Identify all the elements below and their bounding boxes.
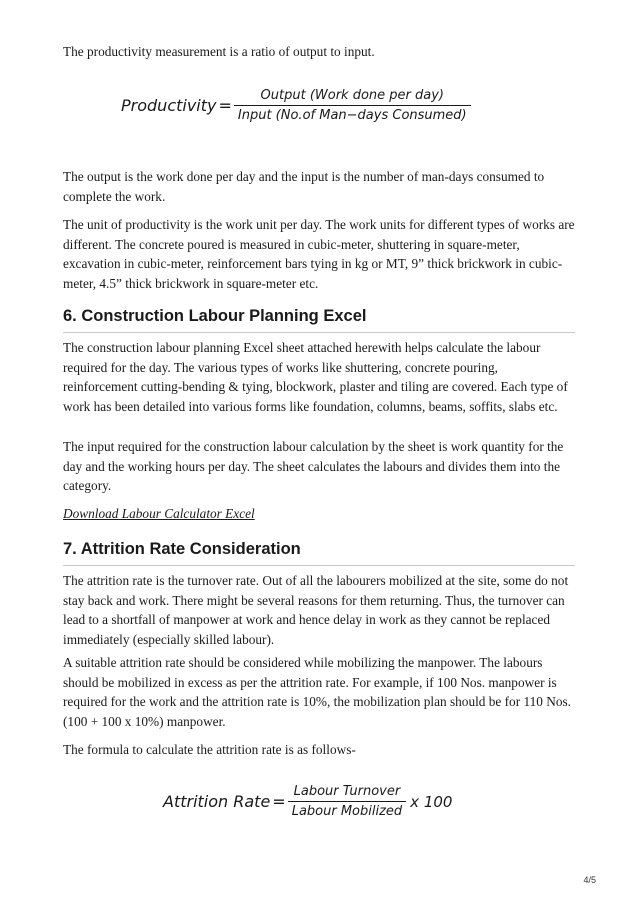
formula-fraction <box>288 784 406 819</box>
formula-denominator: Labour Mobilized <box>291 804 403 819</box>
formula-fraction <box>234 88 471 123</box>
formula-multiplier: x 100 <box>410 792 453 811</box>
section-6-paragraph-1: The construction labour planning Excel sheet attached herewith helps calculate the labour required for the day. The various types of works like shuttering, concrete pouring, reinforcement cutting-bending & tying, blockwork, plaster and tiling are covered. Each type of work has been detailed into various forms like foundation, columns, beams, soffits, slabs etc. <box>63 340 568 414</box>
section-6-paragraph-2: The input required for the construction labour calculation by the sheet is work quantity for the day and the working hours per day. The sheet calculates the labours and divides them into the category. <box>63 439 564 494</box>
intro-paragraph: The productivity measurement is a ratio of output to input. <box>63 44 375 59</box>
section-7-paragraph-1: The attrition rate is the turnover rate. Out of all the labourers mobilized at the site, some do not stay back and work. There might be several reasons for them returning. Thus, the turnover can lead to a shortfall of manpower at work and hence delay in work as they cannot be replaced immediately (especially skilled labour). <box>63 573 569 647</box>
output-input-paragraph: The output is the work done per day and the input is the number of man-days consumed to complete the work. <box>63 169 545 204</box>
productivity-unit-paragraph: The unit of productivity is the work unit per day. The work units for different types of works are different. The concrete poured is measured in cubic-meter, shuttering in square-meter, excavation in cubic-meter, reinforcement bars tying in kg or MT, 9” thick brickwork in cubic-meter, 4.5” thick brickwork in square-meter etc. <box>63 217 575 291</box>
formula-lhs: Attrition Rate <box>163 792 271 811</box>
download-link-row <box>63 504 575 524</box>
page-number: 4/5 <box>583 875 596 885</box>
section-6-heading: 6. Construction Labour Planning Excel <box>63 306 575 333</box>
formula-equals: = <box>218 96 232 115</box>
productivity-formula <box>121 88 471 123</box>
formula-denominator: Input (No.of Man−days Consumed) <box>237 108 467 123</box>
section-7-paragraph-3: The formula to calculate the attrition rate is as follows- <box>63 742 356 757</box>
formula-equals: = <box>272 792 286 811</box>
download-labour-calculator-link[interactable]: Download Labour Calculator Excel <box>63 506 255 521</box>
section-7-heading: 7. Attrition Rate Consideration <box>63 539 575 566</box>
attrition-rate-formula <box>163 784 452 819</box>
formula-numerator: Output (Work done per day) <box>260 88 444 103</box>
section-7-paragraph-2: A suitable attrition rate should be considered while mobilizing the manpower. The labours should be mobilized in excess as per the attrition rate. For example, if 100 Nos. manpower is required for the work and the attrition rate is 10%, the mobilization plan should be for 110 Nos. (100 + 100 x 10%) manpower. <box>63 655 571 729</box>
formula-lhs: Productivity <box>121 96 217 115</box>
formula-numerator: Labour Turnover <box>293 784 401 799</box>
